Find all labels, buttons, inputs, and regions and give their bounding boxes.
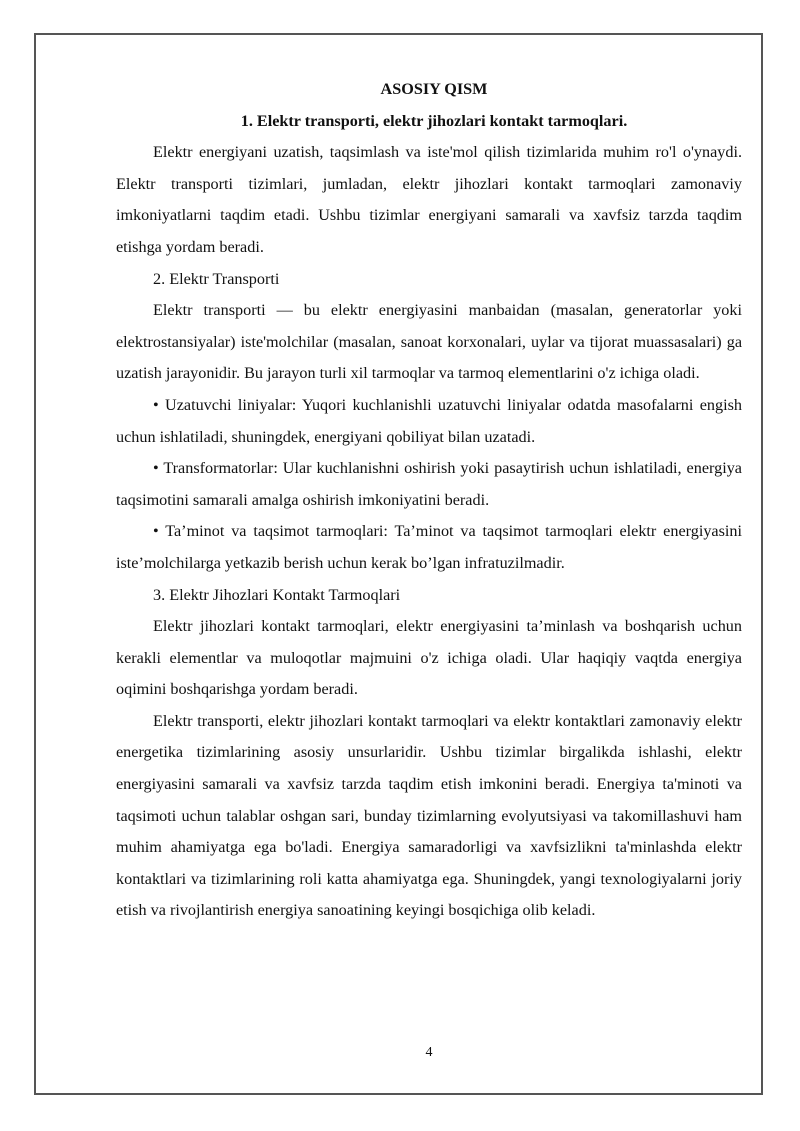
- bullet-uzatuvchi-liniyalar: • Uzatuvchi liniyalar: Yuqori kuchlanishli uzatuvchi liniyalar odatda masofalarni engish uchun ishlatiladi, shuningdek, energiyani qobiliyat bilan uzatadi.: [116, 395, 742, 446]
- paragraph-intro: Elektr energiyani uzatish, taqsimlash va iste'mol qilish tizimlarida muhim ro'l o'ynaydi. Elektr transporti tizimlari, jumladan, elektr jihozlari kontakt tarmoqlari zamonaviy imkoniyatlarni taqdim etadi. Ushbu tizimlar energiyani samarali va xavfsiz tarzda taqdim etishga yordam beradi.: [116, 143, 742, 256]
- heading-kontakt-tarmoqlari: 3. Elektr Jihozlari Kontakt Tarmoqlari: [153, 585, 401, 604]
- paragraph-kontakt-tarmoqlari: Elektr jihozlari kontakt tarmoqlari, elektr energiyasini ta’minlash va boshqarish uchun kerakli elementlar va muloqotlar majmuini o'z ichiga oladi. Ular haqiqiy vaqtda energiya oqimini boshqarishga yordam beradi.: [116, 617, 742, 699]
- page-number: 4: [425, 1045, 433, 1060]
- bullet-taminot-tarmoqlari: • Ta’minot va taqsimot tarmoqlari: Ta’minot va taqsimot tarmoqlari elektr energiyasini iste’molchilarga yetkazib berish uchun kerak bo’lgan infratuzilmadir.: [116, 522, 742, 572]
- document-body: [116, 74, 742, 927]
- heading-elektr-transporti: 2. Elektr Transporti: [153, 269, 280, 288]
- bullet-transformatorlar: • Transformatorlar: Ular kuchlanishni oshirish yoki pasaytirish uchun ishlatiladi, energiya taqsimotini samarali amalga oshirish imkoniyatini beradi.: [116, 459, 742, 509]
- paragraph-conclusion: Elektr transporti, elektr jihozlari kontakt tarmoqlari va elektr kontaktlari zamonaviy elektr energetika tizimlarining asosiy unsurlaridir. Ushbu tizimlar birgalikda ishlashi, elektr energiyasini samarali va xavfsiz tarzda taqdim etish imkonini beradi. Energiya ta'minoti va taqsimoti uchun talablar oshgan sari, bunday tizimlarning evolyutsiyasi va takomillashuvi ham muhim ahamiyatga ega bo'ladi. Energiya samaradorligi va xavfsizlikni ta'minlashda elektr kontaktlari va tizimlarining roli katta ahamiyatga ega. Shuningdek, yangi texnologiyalarni joriy etish va rivojlantirish energiya sanoatining keyingi bosqichiga olib keladi.: [116, 711, 742, 920]
- paragraph-elektr-transporti: Elektr transporti — bu elektr energiyasini manbaidan (masalan, generatorlar yoki elektrostansiyalar) iste'molchilar (masalan, sanoat korxonalari, uylar va tijorat muassasalari) ga uzatish jarayonidir. Bu jarayon turli xil tarmoqlar va tarmoq elementlarini o'z ichiga oladi.: [116, 301, 742, 383]
- document-title: ASOSIY QISM: [380, 80, 488, 98]
- section-heading: 1. Elektr transporti, elektr jihozlari kontakt tarmoqlari.: [240, 111, 628, 130]
